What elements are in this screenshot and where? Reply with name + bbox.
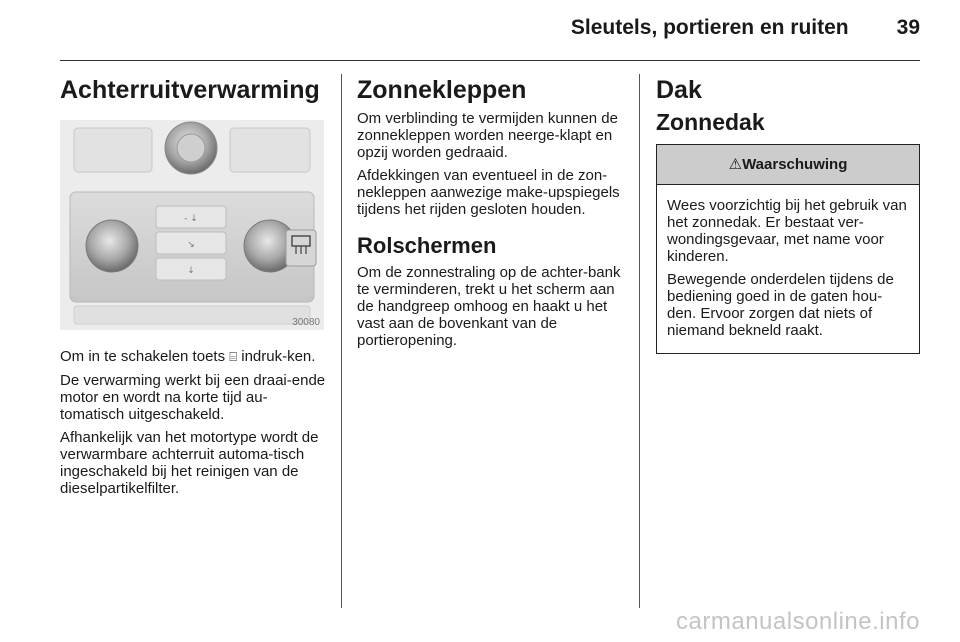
rear-window-heater-icon: ⌸ <box>229 350 238 365</box>
svg-text:↓: ↓ <box>187 266 195 276</box>
svg-text:↘: ↘ <box>187 240 195 250</box>
column-divider-1 <box>341 74 342 608</box>
paragraph-heater-operation: De verwarming werkt bij een draai-ende motor en wordt na korte tijd au-tomatisch uitgeschakeld. <box>60 372 326 423</box>
watermark: carmanualsonline.info <box>676 608 920 635</box>
column-rear-window-heating <box>60 74 326 503</box>
warning-body <box>657 185 919 353</box>
warning-box <box>656 144 920 354</box>
warning-title: Waarschuwing <box>742 156 848 173</box>
column-roof <box>656 74 920 354</box>
paragraph-vanity-mirrors: Afdekkingen van eventueel in de zon-nekleppen aanwezige make-upspiegels tijdens het rijden gesloten houden. <box>357 167 620 218</box>
subheading-sunroof: Zonnedak <box>656 109 765 135</box>
warning-triangle-icon: ⚠ <box>728 155 743 173</box>
paragraph-roller-blinds: Om de zonnestraling op de achter-bank te verminderen, trekt u het scherm aan de handgreep omhoog en haakt u het vast aan de bovenkant van de portieropening. <box>357 264 621 349</box>
warning-paragraph-1: Wees voorzichtig bij het gebruik van het zonnedak. Er bestaat ver-wondingsgevaar, met name voor kinderen. <box>667 197 907 265</box>
page-number: 39 <box>896 16 920 39</box>
paragraph-sun-visors-glare: Om verblinding te vermijden kunnen de zonnekleppen worden neerge-klapt en opzij worden gedraaid. <box>357 110 618 161</box>
section-heading-rear-window-heating: Achterruitverwarming <box>60 76 320 104</box>
column-sun-visors <box>357 74 623 355</box>
figure-number: 30080 <box>292 317 320 328</box>
svg-text:- ↓: - ↓ <box>184 214 198 224</box>
climate-control-panel-figure <box>60 120 324 330</box>
running-header <box>571 16 920 40</box>
paragraph-diesel-filter: Afhankelijk van het motortype wordt de verwarmbare achterruit automa-tisch ingeschakeld bij het reinigen van de dieselpartikelfilter. <box>60 429 319 497</box>
section-heading-roof: Dak <box>656 76 702 104</box>
warning-paragraph-2: Bewegende onderdelen tijdens de bediening goed in de gaten hou-den. Ervoor zorgen dat niets of niemand bekneld raakt. <box>667 271 894 339</box>
climate-control-panel-illustration <box>60 120 324 330</box>
subheading-roller-blinds: Rolschermen <box>357 233 497 258</box>
header-rule <box>60 60 920 61</box>
header-title: Sleutels, portieren en ruiten <box>570 16 849 39</box>
paragraph-switch-on: Om in te schakelen toets ⌸ indruk-ken. <box>60 348 316 365</box>
section-heading-sun-visors: Zonnekleppen <box>357 76 527 104</box>
warning-header <box>657 145 919 185</box>
column-divider-2 <box>639 74 640 608</box>
